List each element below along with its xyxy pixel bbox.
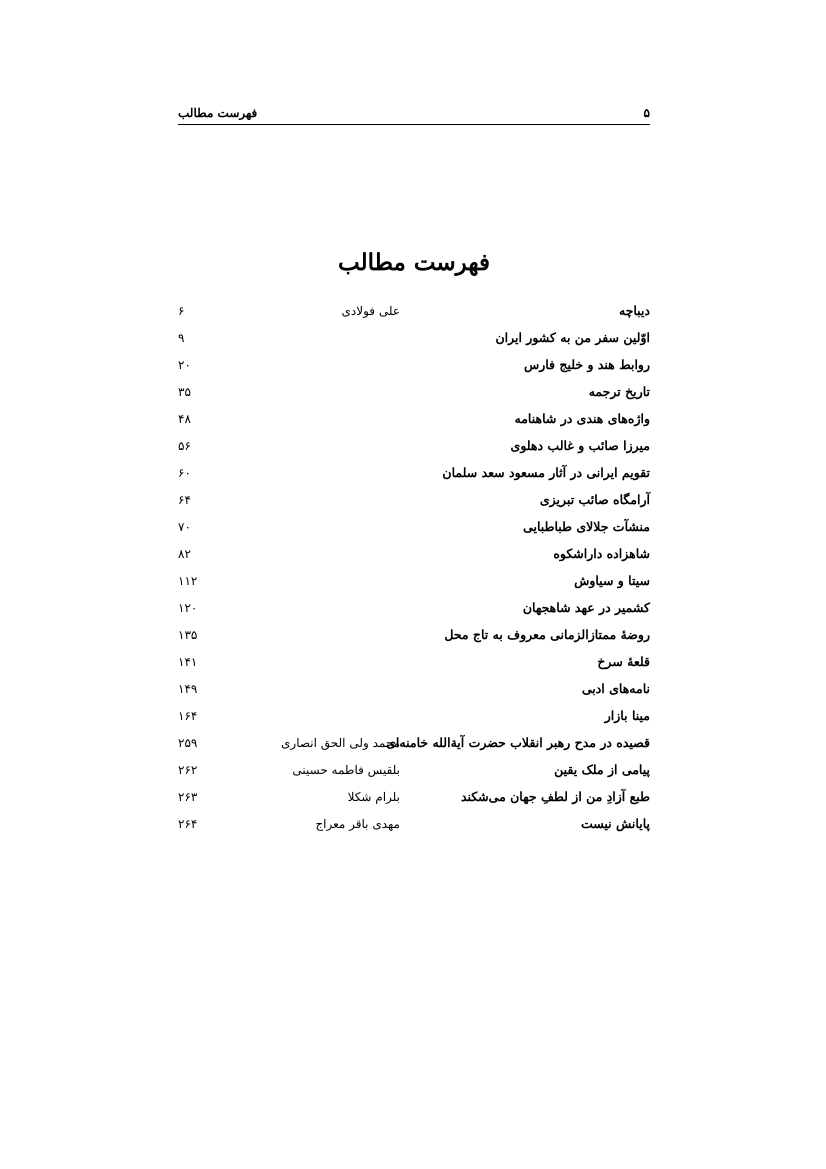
toc-entry-page: ۶ <box>178 304 185 318</box>
toc-entry <box>178 732 650 759</box>
toc-entry-page: ۱۳۵ <box>178 628 198 642</box>
toc-entry <box>178 705 650 732</box>
toc-entry <box>178 813 650 840</box>
toc-entry <box>178 678 650 705</box>
toc-entry <box>178 516 650 543</box>
toc-entry-title: تاریخ ترجمه <box>588 384 650 399</box>
toc-entry-title: کشمیر در عهد شاهجهان <box>522 600 650 615</box>
toc-entry-title: نامه‌های ادبی <box>581 681 650 696</box>
toc-entry-title: روضهٔ ممتازالزمانی معروف به تاج محل <box>444 627 650 642</box>
toc-entry-author: علی فولادی <box>341 304 400 318</box>
toc-entry <box>178 759 650 786</box>
toc-entry-page: ۸۲ <box>178 547 191 561</box>
toc-entry <box>178 624 650 651</box>
toc-entry <box>178 597 650 624</box>
toc-entry-page: ۶۰ <box>178 466 191 480</box>
toc-entry <box>178 651 650 678</box>
toc-entry <box>178 570 650 597</box>
toc-entry-page: ۱۶۴ <box>178 709 198 723</box>
toc-entry-title: منشآت جلالای طباطبایی <box>523 519 650 534</box>
toc-entry <box>178 381 650 408</box>
toc-entry-title: قلعهٔ سرخ <box>597 654 650 669</box>
toc-entry-title: قصیده در مدح رهبر انقلاب حضرت آیةالله خامنه‌ای <box>386 735 650 750</box>
toc-entry-title: پایانش نیست <box>580 816 650 831</box>
toc-entry-page: ۱۱۲ <box>178 574 198 588</box>
toc-entry-page: ۲۵۹ <box>178 736 198 750</box>
toc-title: فهرست مطالب <box>338 249 490 276</box>
toc-entry-page: ۴۸ <box>178 412 191 426</box>
page-number: ۵ <box>643 106 650 120</box>
toc-entry-author: مهدی باقر معراج <box>315 817 400 831</box>
toc-entry <box>178 300 650 327</box>
document-page <box>178 0 650 1169</box>
toc-entry-author: محمد ولی الحق انصاری <box>281 736 400 750</box>
toc-entry <box>178 354 650 381</box>
toc-entry-page: ۱۲۰ <box>178 601 198 615</box>
toc-entry <box>178 489 650 516</box>
toc-entry-page: ۲۶۳ <box>178 790 198 804</box>
toc-entry <box>178 435 650 462</box>
toc-entry-title: پیامی از ملک یقین <box>554 762 650 777</box>
toc-entry-title: سیتا و سیاوش <box>574 573 650 588</box>
toc-entry-page: ۱۴۹ <box>178 682 198 696</box>
toc-entry-page: ۲۶۲ <box>178 763 198 777</box>
running-header <box>178 104 650 125</box>
toc-entry-title: اوّلین سفر من به کشور ایران <box>495 330 650 345</box>
toc-entry <box>178 543 650 570</box>
toc-entry <box>178 462 650 489</box>
toc-entry-title: دیباچه <box>618 303 650 318</box>
toc-entry-page: ۶۴ <box>178 493 191 507</box>
toc-entry <box>178 408 650 435</box>
toc-list <box>178 300 650 840</box>
running-title: فهرست مطالب <box>178 106 258 120</box>
toc-entry-page: ۲۰ <box>178 358 191 372</box>
toc-entry-page: ۵۶ <box>178 439 191 453</box>
toc-entry-author: بلقیس فاطمه حسینی <box>292 763 400 777</box>
toc-entry <box>178 786 650 813</box>
toc-entry-title: شاهزاده داراشکوه <box>553 546 650 561</box>
toc-entry-title: روابط هند و خلیج فارس <box>523 357 650 372</box>
toc-entry-page: ۳۵ <box>178 385 191 399</box>
toc-entry-page: ۹ <box>178 331 185 345</box>
toc-entry-title: طبع آزادِ من از لطفِ جهان می‌شکند <box>460 789 650 804</box>
toc-entry-title: تقویم ایرانی در آثار مسعود سعد سلمان <box>442 465 650 480</box>
toc-entry-title: میرزا صائب و غالب دهلوی <box>510 438 650 453</box>
toc-entry-title: واژه‌های هندی در شاهنامه <box>514 411 650 426</box>
toc-entry-page: ۱۴۱ <box>178 655 198 669</box>
toc-entry-title: آرامگاه صائب تبریزی <box>539 492 650 507</box>
toc-entry <box>178 327 650 354</box>
toc-entry-author: بلرام شکلا <box>347 790 400 804</box>
toc-entry-page: ۷۰ <box>178 520 191 534</box>
toc-entry-title: مینا بازار <box>604 708 650 723</box>
toc-entry-page: ۲۶۴ <box>178 817 198 831</box>
